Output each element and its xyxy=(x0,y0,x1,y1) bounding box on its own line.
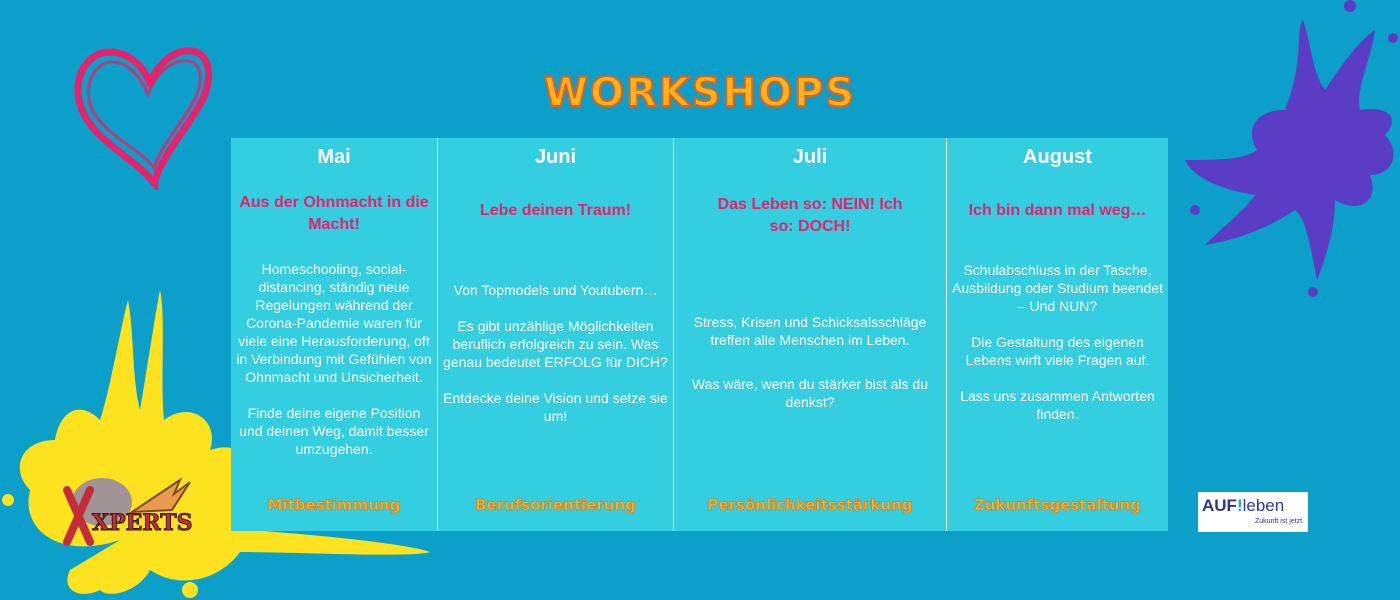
workshop-column-juni xyxy=(438,138,674,531)
workshop-category: Berufsorientierung xyxy=(475,496,636,514)
description-paragraph: Die Gestaltung des eigenen Lebens wirft viele Fragen auf. xyxy=(965,334,1150,368)
description-paragraph: Schulabschluss in der Tasche, Ausbildung oder Studium beendet – Und NUN? xyxy=(952,262,1163,314)
workshop-topic: Aus der Ohnmacht in die Macht! xyxy=(239,194,429,233)
purple-paint-splash xyxy=(1185,0,1400,300)
xperts-logo-text: XPERTS xyxy=(92,510,193,536)
description-paragraph: Homeschooling, social-distancing, ständig neue Regelungen während der Corona-Pandemie waren für viele eine Herausforderung, oft in Verbindung mit Gefühlen von Ohnmacht und Unsicherheit. xyxy=(236,261,432,385)
workshop-category: Zukunftsgestaltung xyxy=(973,496,1142,514)
workshop-column-juli xyxy=(674,138,947,531)
description-paragraph: Stress, Krisen und Schicksalsschläge treffen alle Menschen im Leben. xyxy=(693,314,927,348)
description-paragraph: Entdecke deine Vision und setze sie um! xyxy=(443,390,668,424)
month-heading: Juni xyxy=(534,146,577,168)
workshop-description xyxy=(442,281,669,425)
description-paragraph: Von Topmodels und Youtubern… xyxy=(453,282,658,298)
xperts-logo xyxy=(62,472,197,547)
workshop-column-august xyxy=(947,138,1168,531)
workshop-description xyxy=(676,313,944,411)
description-paragraph: Es gibt unzählige Möglichkeiten beruflich erfolgreich zu sein. Was genau bedeutet ERFOLG für DICH? xyxy=(443,318,668,370)
month-heading: Mai xyxy=(317,146,351,168)
workshop-column-mai xyxy=(231,138,438,531)
auf-leben-logo xyxy=(1198,492,1308,532)
workshop-table xyxy=(231,138,1168,531)
month-heading: August xyxy=(1023,146,1092,168)
workshop-category: Persönlichkeitsstärkung xyxy=(707,496,913,514)
auf-leben-wordmark: AUF!leben xyxy=(1202,496,1285,515)
workshop-category: Mitbestimmung xyxy=(267,496,401,514)
page-title: WORKSHOPS xyxy=(543,70,857,116)
description-paragraph: Lass uns zusammen Antworten finden. xyxy=(960,388,1155,422)
description-paragraph: Was wäre, wenn du stärker bist als du denkst? xyxy=(691,376,929,410)
workshop-description xyxy=(235,260,433,458)
workshop-topic: Lebe deinen Traum! xyxy=(479,202,632,219)
workshop-topic: Das Leben so: NEIN! Ich so: DOCH! xyxy=(717,196,903,235)
month-heading: Juli xyxy=(792,146,828,168)
auf-leben-tagline: Zukunft ist jetzt. xyxy=(1254,518,1304,525)
description-paragraph: Finde deine eigene Position und deinen Weg, damit besser umzugehen. xyxy=(239,405,429,457)
workshop-description xyxy=(949,261,1166,423)
workshop-topic: Ich bin dann mal weg… xyxy=(968,202,1147,219)
